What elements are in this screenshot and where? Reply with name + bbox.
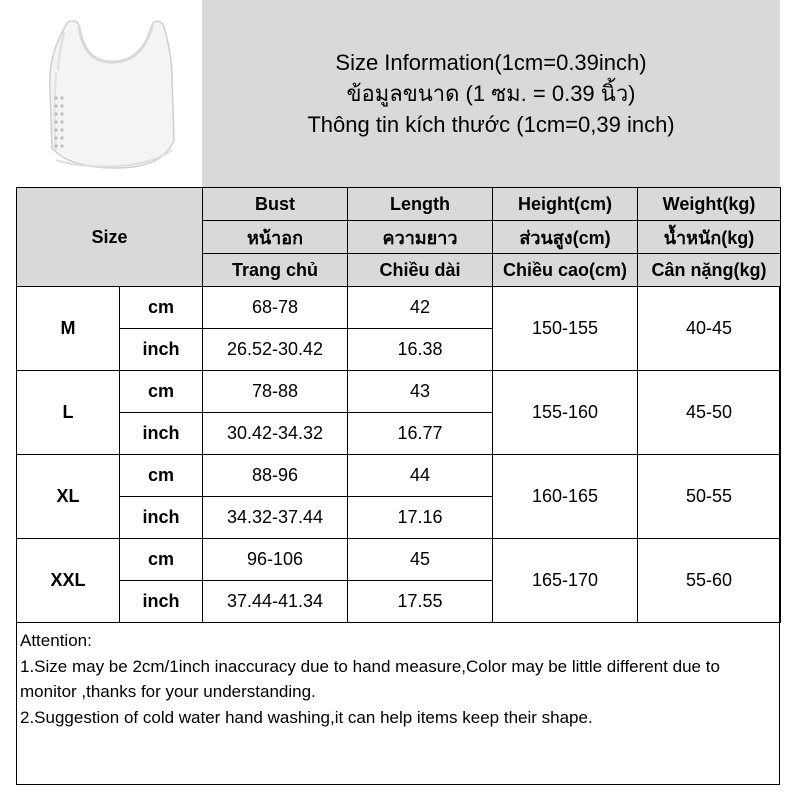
product-photo-cell (16, 0, 203, 188)
header-row-english (17, 188, 781, 221)
attention-notes (20, 628, 780, 730)
bust-cell: 34.32-37.44 (203, 497, 348, 539)
table-row (17, 455, 781, 497)
column-header-height: Height(cm) (493, 188, 638, 221)
column-header-bust-vietnamese: Trang chủ (203, 254, 348, 287)
crop-top-image (16, 0, 202, 187)
unit-label: cm (120, 539, 203, 581)
bust-cell: 78-88 (203, 371, 348, 413)
bust-cell: 37.44-41.34 (203, 581, 348, 623)
length-cell: 16.38 (348, 329, 493, 371)
length-cell: 16.77 (348, 413, 493, 455)
note-washing: 2.Suggestion of cold water hand washing,it can help items keep their shape. (20, 707, 593, 727)
length-cell: 42 (348, 287, 493, 329)
size-table (16, 187, 781, 623)
unit-label: inch (120, 413, 203, 455)
height-cell: 165-170 (493, 539, 638, 623)
length-cell: 17.55 (348, 581, 493, 623)
unit-label: inch (120, 329, 203, 371)
length-cell: 44 (348, 455, 493, 497)
column-header-height-thai: ส่วนสูง(cm) (493, 221, 638, 254)
table-row (17, 287, 781, 329)
length-cell: 43 (348, 371, 493, 413)
column-header-height-vietnamese: Chiều cao(cm) (493, 254, 638, 287)
table-row (17, 539, 781, 581)
title-line-english: Size Information(1cm=0.39inch) (335, 50, 647, 75)
height-cell: 160-165 (493, 455, 638, 539)
column-header-bust-thai: หน้าอก (203, 221, 348, 254)
height-cell: 150-155 (493, 287, 638, 371)
column-header-weight-vietnamese: Cân nặng(kg) (638, 254, 781, 287)
unit-label: cm (120, 371, 203, 413)
unit-label: inch (120, 497, 203, 539)
weight-cell: 50-55 (638, 455, 781, 539)
weight-cell: 55-60 (638, 539, 781, 623)
bust-cell: 88-96 (203, 455, 348, 497)
unit-label: cm (120, 455, 203, 497)
length-cell: 45 (348, 539, 493, 581)
bust-cell: 26.52-30.42 (203, 329, 348, 371)
size-information-title (202, 0, 780, 188)
height-cell: 155-160 (493, 371, 638, 455)
size-label: XXL (17, 539, 120, 623)
size-label: XL (17, 455, 120, 539)
column-header-length-thai: ความยาว (348, 221, 493, 254)
column-header-bust: Bust (203, 188, 348, 221)
unit-label: inch (120, 581, 203, 623)
table-row (17, 371, 781, 413)
weight-cell: 45-50 (638, 371, 781, 455)
unit-label: cm (120, 287, 203, 329)
column-header-length: Length (348, 188, 493, 221)
notes-heading: Attention: (20, 631, 92, 650)
size-label: L (17, 371, 120, 455)
length-cell: 17.16 (348, 497, 493, 539)
column-header-weight: Weight(kg) (638, 188, 781, 221)
bust-cell: 30.42-34.32 (203, 413, 348, 455)
weight-cell: 40-45 (638, 287, 781, 371)
bust-cell: 68-78 (203, 287, 348, 329)
size-label: M (17, 287, 120, 371)
title-line-vietnamese: Thông tin kích thước (1cm=0,39 inch) (307, 112, 675, 137)
column-header-weight-thai: น้ำหนัก(kg) (638, 221, 781, 254)
size-header: Size (17, 188, 203, 287)
bust-cell: 96-106 (203, 539, 348, 581)
title-line-thai: ข้อมูลขนาด (1 ซม. = 0.39 นิ้ว) (346, 81, 636, 106)
column-header-length-vietnamese: Chiều dài (348, 254, 493, 287)
note-measurement: 1.Size may be 2cm/1inch inaccuracy due to hand measure,Color may be little different due to monitor ,thanks for your understanding. (20, 656, 720, 701)
